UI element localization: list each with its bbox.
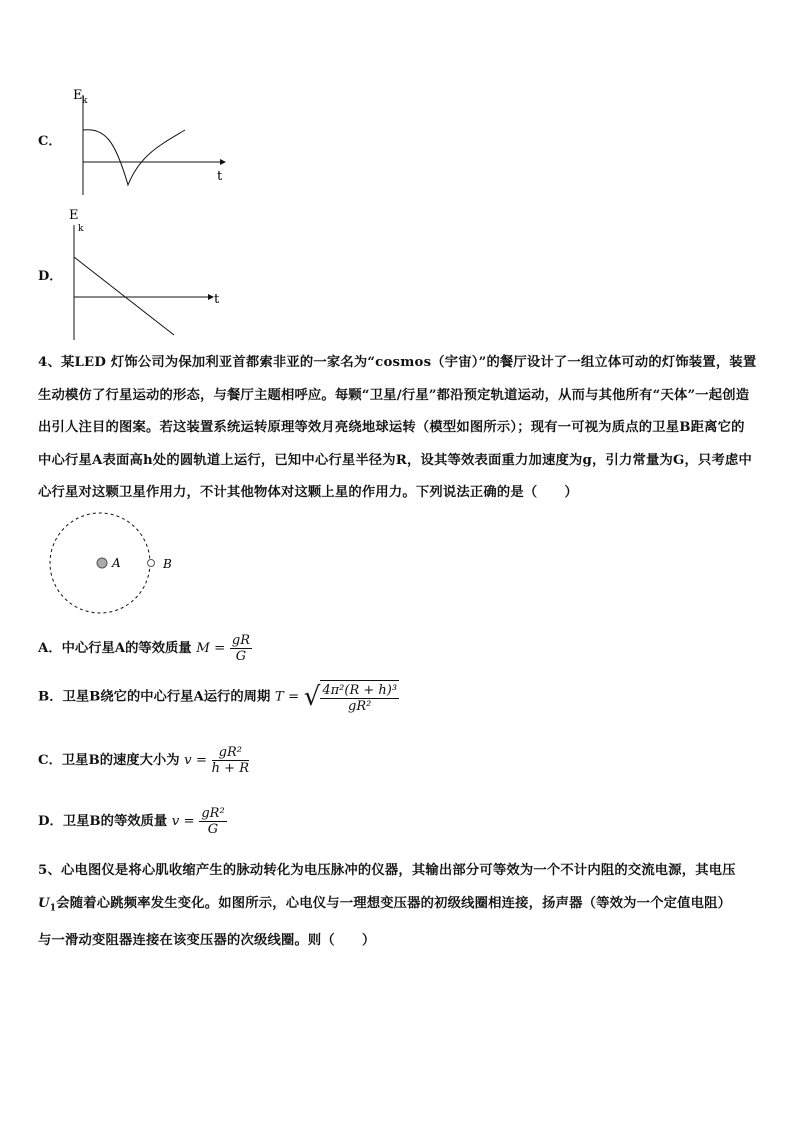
option-a-text: A．中心行星A的等效质量: [38, 641, 192, 656]
option-b-num: 4π²(R + h)³: [322, 683, 398, 698]
option-c-lhs: v =: [184, 753, 208, 768]
option-a-lhs: M =: [196, 641, 226, 656]
option-d-y-label: E: [69, 208, 79, 223]
option-c-den: h + R: [211, 761, 249, 776]
option-c-x-label: t: [217, 169, 223, 184]
question-5-line-3: 与一滑动变阻器连接在该变压器的次级线圈。则（ ）: [38, 932, 376, 948]
option-d-lhs: v =: [171, 814, 195, 829]
option-b-lhs: T =: [274, 689, 300, 705]
option-c-fraction: [212, 745, 249, 776]
question-5-line-2-text: 会随着心跳频率发生变化。如图所示，心电仪与一理想变压器的初级线圈相连接，扬声器（等效为一个定值电阻）: [56, 895, 732, 911]
option-a-num: gR: [231, 633, 250, 648]
option-b-fraction: [320, 680, 399, 714]
option-c-y-label: E: [73, 88, 83, 103]
option-b-den: gR²: [348, 699, 372, 714]
option-d-label: D．: [38, 269, 63, 284]
option-d-text: D．卫星B的等效质量: [38, 814, 168, 829]
option-c-graph: [60, 85, 260, 205]
planet-a: [97, 558, 107, 568]
option-d-graph: [60, 205, 260, 345]
voltage-subscript: 1: [49, 903, 57, 914]
orbit-diagram: [45, 500, 205, 630]
option-b: [38, 680, 399, 714]
question-5-line-2: [38, 888, 758, 925]
question-4-text: 4、某LED 灯饰公司为保加利亚首都索非亚的一家名为“cosmos（宇宙）”的餐厅设计了一组立体可动的灯饰装置，装置生动模仿了行星运动的形态，与餐厅主题相呼应。每颗“卫星/行星”都沿预定轨道运动，从而与其他所有“天体”一起创造出引人注目的图案。若这装置系统运转原理等效月亮绕地球运转（模型如图所示）；现有一可视为质点的卫星B距离它的中心行星A表面高h处的圆轨道上运行，已知中心行星半径为R，设其等效表面重力加速度为g，引力常量为G，只考虑中心行星对这颗卫星作用力，不计其他物体对这颗上星的作用力。下列说法正确的是（ ）: [38, 355, 757, 500]
label-b: B: [163, 557, 172, 571]
option-c-num: gR²: [212, 745, 249, 761]
sqrt-icon: √: [303, 682, 321, 712]
option-c-text-row: [38, 745, 249, 776]
option-c-text: C．卫星B的速度大小为: [38, 753, 180, 768]
question-5-line-1: 5、心电图仪是将心肌收缩产生的脉动转化为电压脉冲的仪器，其输出部分可等效为一个不计内阻的交流电源，其电压: [38, 863, 736, 878]
option-d-fraction: [199, 806, 226, 837]
option-d-y-sub: k: [78, 224, 84, 234]
option-d-text-row: [38, 806, 227, 837]
question-5-text: [38, 855, 758, 957]
satellite-b: [148, 560, 155, 567]
option-d-num: gR²: [201, 806, 225, 821]
option-d-den: G: [207, 822, 219, 837]
option-c-label: C．: [38, 134, 62, 149]
option-a-den: G: [235, 649, 247, 664]
label-a: A: [112, 556, 121, 570]
option-c-y-sub: k: [82, 96, 88, 106]
option-b-text: B．卫星B绕它的中心行星A运行的周期: [38, 689, 271, 705]
option-d-x-label: t: [214, 292, 220, 307]
option-a-fraction: [230, 633, 252, 664]
voltage-symbol: U: [38, 895, 50, 911]
option-a: [38, 633, 252, 664]
